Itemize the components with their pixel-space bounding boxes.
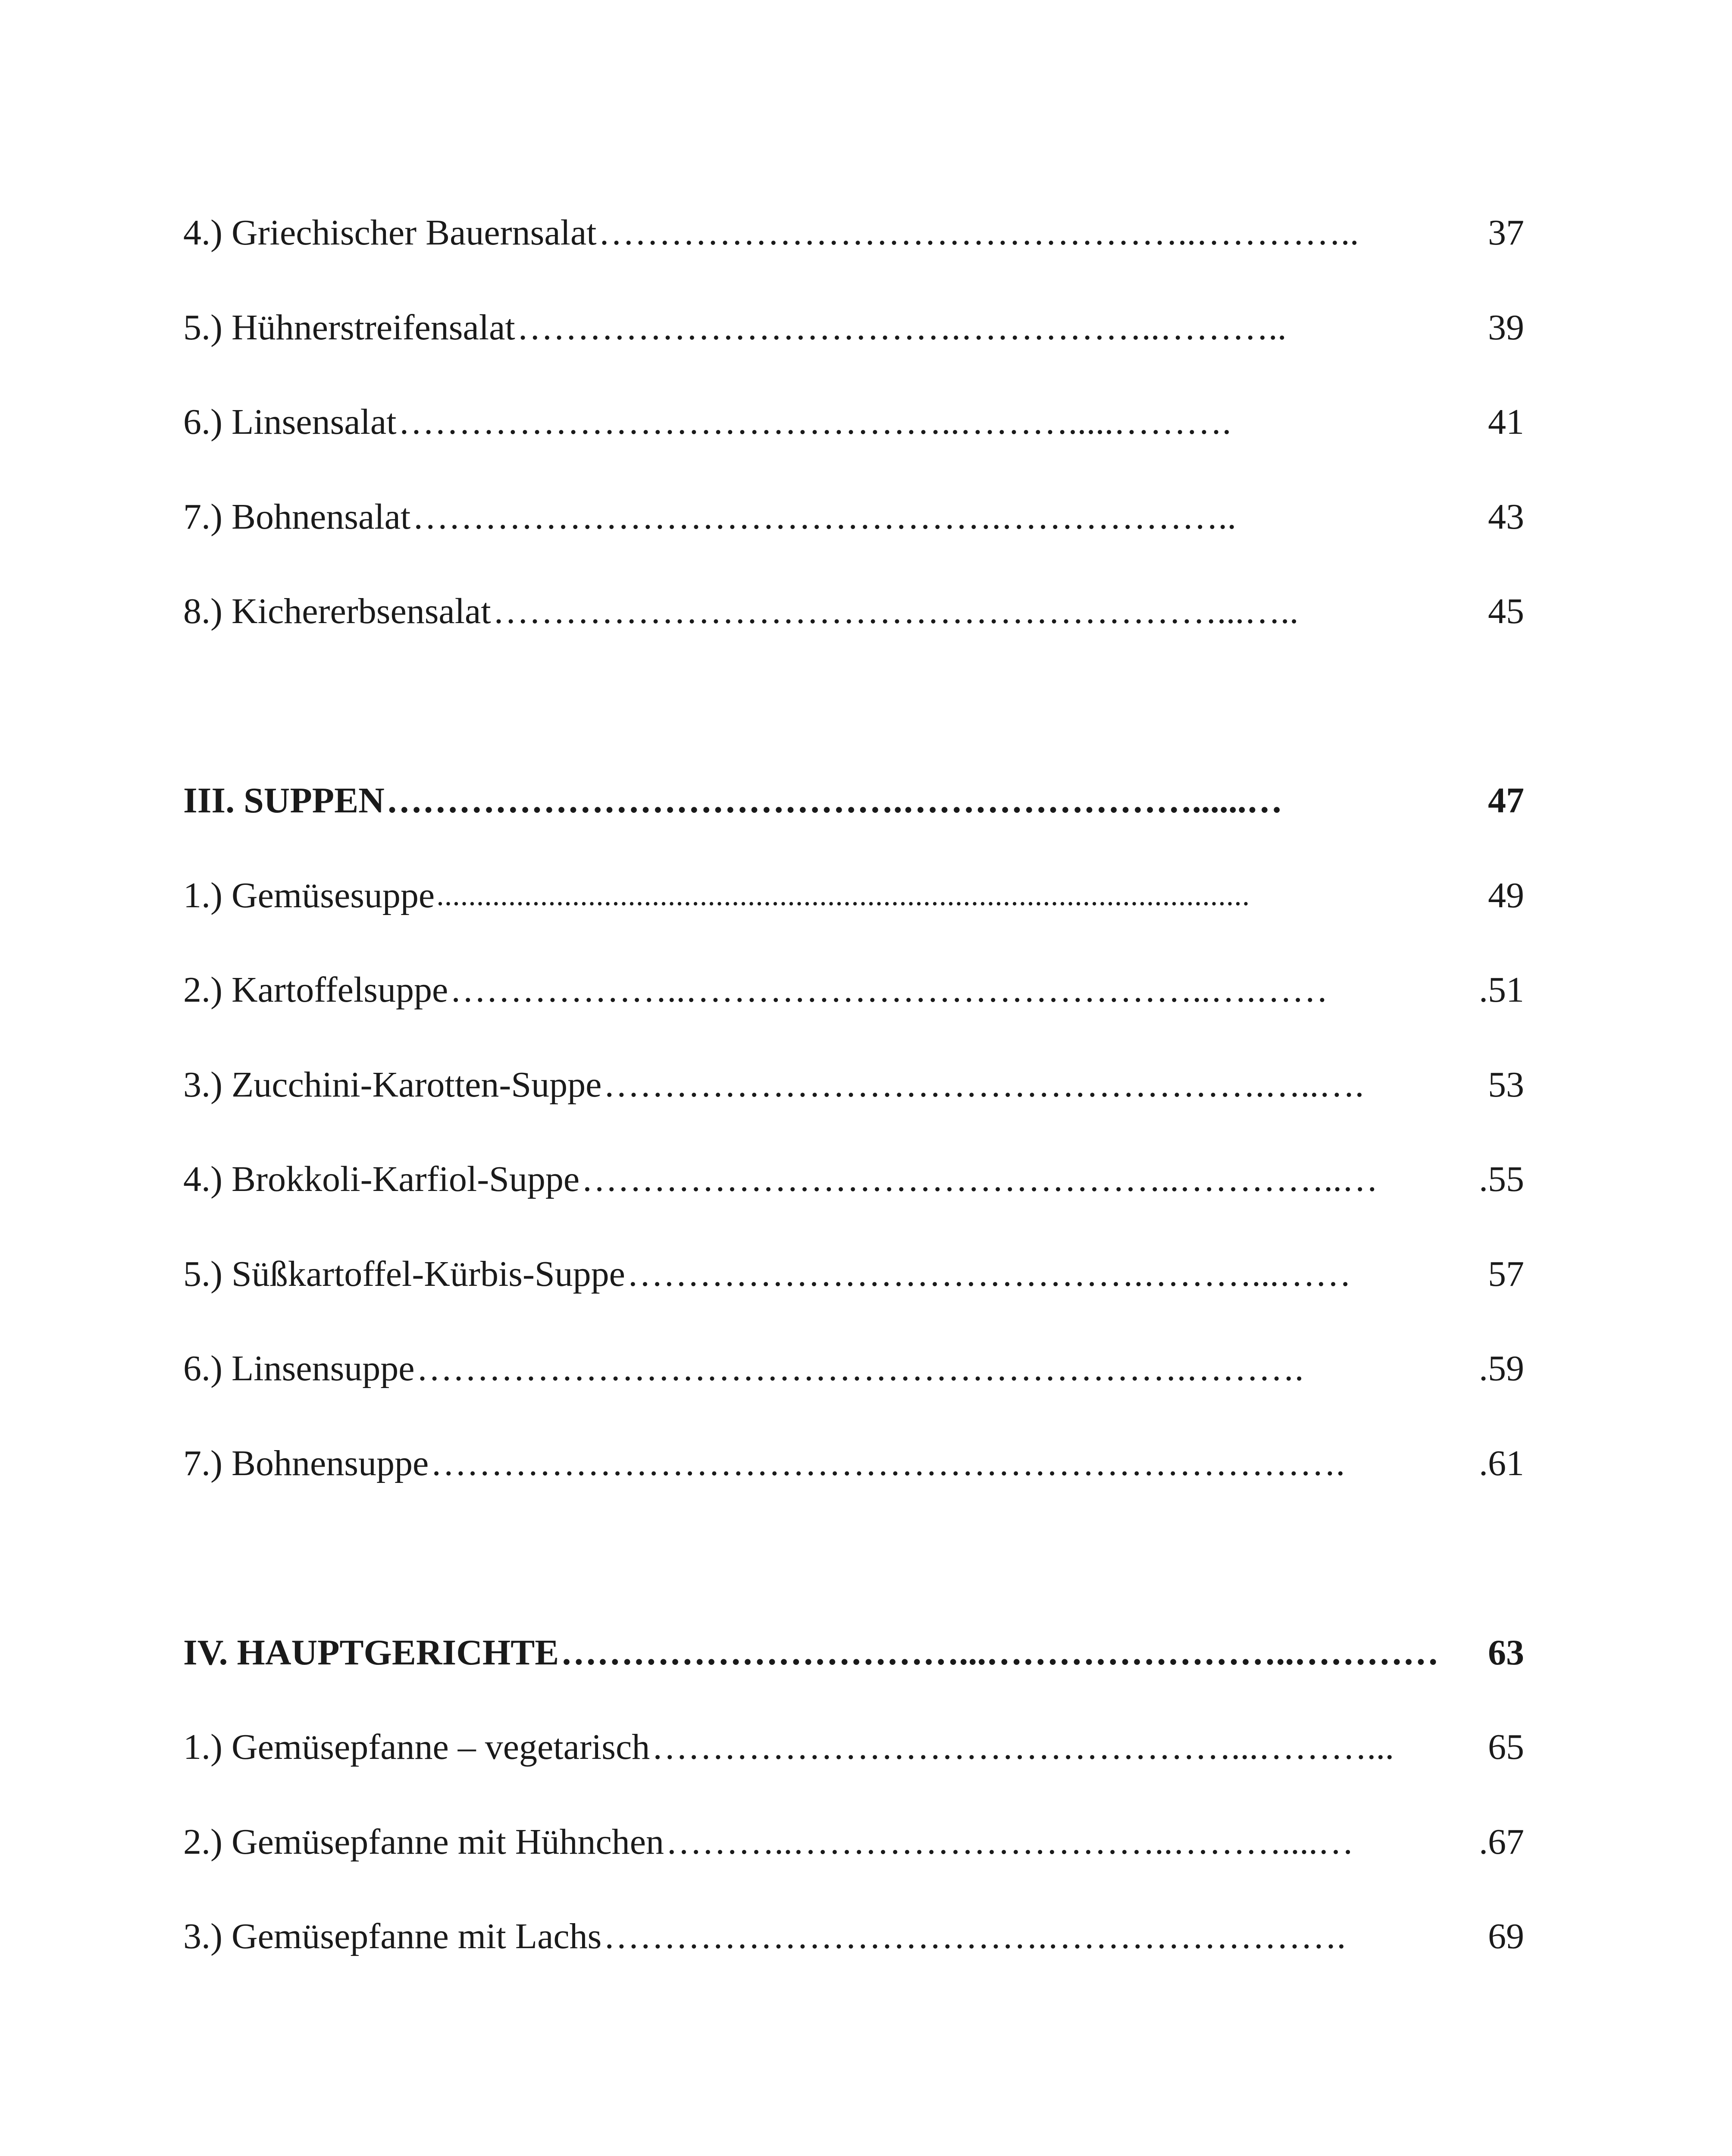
toc-page-number: 65 [1487, 1717, 1524, 1777]
table-of-contents [183, 203, 1524, 2001]
toc-page-number: 41 [1487, 392, 1524, 452]
toc-entry-title: 4.) Griechischer Bauernsalat [183, 213, 597, 253]
toc-leader-dots: ……………………………...……………………..………… [561, 1632, 1439, 1673]
toc-leader-dots: …………………………………………...………... [651, 1727, 1394, 1767]
toc-entry-title: 7.) Bohnensalat [183, 496, 411, 537]
toc-page-number: .59 [1478, 1338, 1524, 1399]
toc-entry [183, 865, 1524, 960]
toc-leader-dots: ………………..……………………………………..….…… [450, 970, 1328, 1010]
toc-leader-dots: ……………………………………………………...….. [492, 591, 1299, 631]
toc-page-number: 47 [1487, 771, 1524, 831]
toc-leader-dots: ………………………………………..……….....………. [398, 402, 1231, 442]
toc-entry [183, 1149, 1524, 1244]
toc-entry-title: 5.) Hühnerstreifensalat [183, 307, 515, 348]
toc-page-number: .61 [1478, 1433, 1524, 1494]
toc-entry-title: 6.) Linsensalat [183, 402, 397, 442]
toc-entry-title: 7.) Bohnensuppe [183, 1443, 429, 1483]
toc-entry [183, 1717, 1524, 1812]
toc-entry [183, 960, 1524, 1055]
toc-entry-title: 2.) Kartoffelsuppe [183, 970, 448, 1010]
toc-entry [183, 1812, 1524, 1907]
toc-entry-title: 6.) Linsensuppe [183, 1348, 415, 1388]
toc-entry [183, 1244, 1524, 1339]
toc-leader-dots: ………..…………………………..………....… [666, 1821, 1354, 1862]
toc-section-heading [183, 771, 1524, 865]
toc-page-number: 57 [1487, 1244, 1524, 1304]
toc-leader-dots: ...................................................................................................... [436, 878, 1250, 912]
toc-page-number: 69 [1487, 1906, 1524, 1967]
toc-leader-dots: ……………………………………………….…..…. [603, 1064, 1364, 1105]
toc-entry [183, 1338, 1524, 1433]
toc-page-number: .51 [1478, 960, 1524, 1020]
toc-entry [183, 298, 1524, 392]
toc-entry-title: 3.) Gemüsepfanne mit Lachs [183, 1916, 602, 1956]
toc-entry-title: 8.) Kichererbsensalat [183, 591, 491, 631]
toc-entry-title: III. SUPPEN [183, 780, 385, 821]
toc-entry [183, 1433, 1524, 1528]
toc-page-number: 37 [1487, 203, 1524, 263]
toc-leader-dots: ………………………………………….……………….. [412, 496, 1237, 537]
toc-page-number: .67 [1478, 1812, 1524, 1872]
toc-entry-title: 1.) Gemüsepfanne – vegetarisch [183, 1727, 650, 1767]
toc-entry [183, 1906, 1524, 2001]
toc-entry [183, 1055, 1524, 1150]
toc-page-number: 43 [1487, 487, 1524, 547]
toc-leader-dots: …………………………………………..…………..… [581, 1159, 1378, 1199]
toc-entry-title: 1.) Gemüsesuppe [183, 875, 435, 915]
toc-section-heading [183, 1623, 1524, 1717]
toc-leader-dots: …………………………………………………………………. [430, 1443, 1345, 1483]
toc-entry-title: IV. HAUPTGERICHTE [183, 1632, 559, 1673]
toc-leader-dots: …………………………………………..………….. [598, 213, 1359, 253]
section-spacer [183, 1528, 1524, 1623]
toc-leader-dots: ……………………………….……………………. [603, 1916, 1346, 1956]
toc-entry-title: 4.) Brokkoli-Karfiol-Suppe [183, 1159, 580, 1199]
toc-entry [183, 487, 1524, 582]
toc-page-number: 39 [1487, 298, 1524, 358]
toc-page-number: 45 [1487, 581, 1524, 642]
toc-entry [183, 581, 1524, 676]
toc-page-number: 49 [1487, 865, 1524, 926]
toc-page-number: .55 [1478, 1149, 1524, 1210]
section-spacer [183, 676, 1524, 771]
toc-leader-dots: ……………………………………………………….………. [416, 1348, 1304, 1388]
toc-entry-title: 5.) Süßkartoffel-Kürbis-Suppe [183, 1253, 625, 1294]
toc-page-number: 63 [1487, 1623, 1524, 1683]
toc-entry-title: 2.) Gemüsepfanne mit Hühnchen [183, 1821, 664, 1862]
toc-page-number: 53 [1487, 1055, 1524, 1115]
toc-leader-dots: …………………………………….……………………......… [386, 780, 1283, 821]
toc-entry-title: 3.) Zucchini-Karotten-Suppe [183, 1064, 602, 1105]
toc-entry [183, 203, 1524, 298]
toc-entry [183, 392, 1524, 487]
toc-leader-dots: …………………………………….………...…… [626, 1253, 1351, 1294]
toc-leader-dots: ……………………………….……………..……….. [517, 307, 1287, 348]
